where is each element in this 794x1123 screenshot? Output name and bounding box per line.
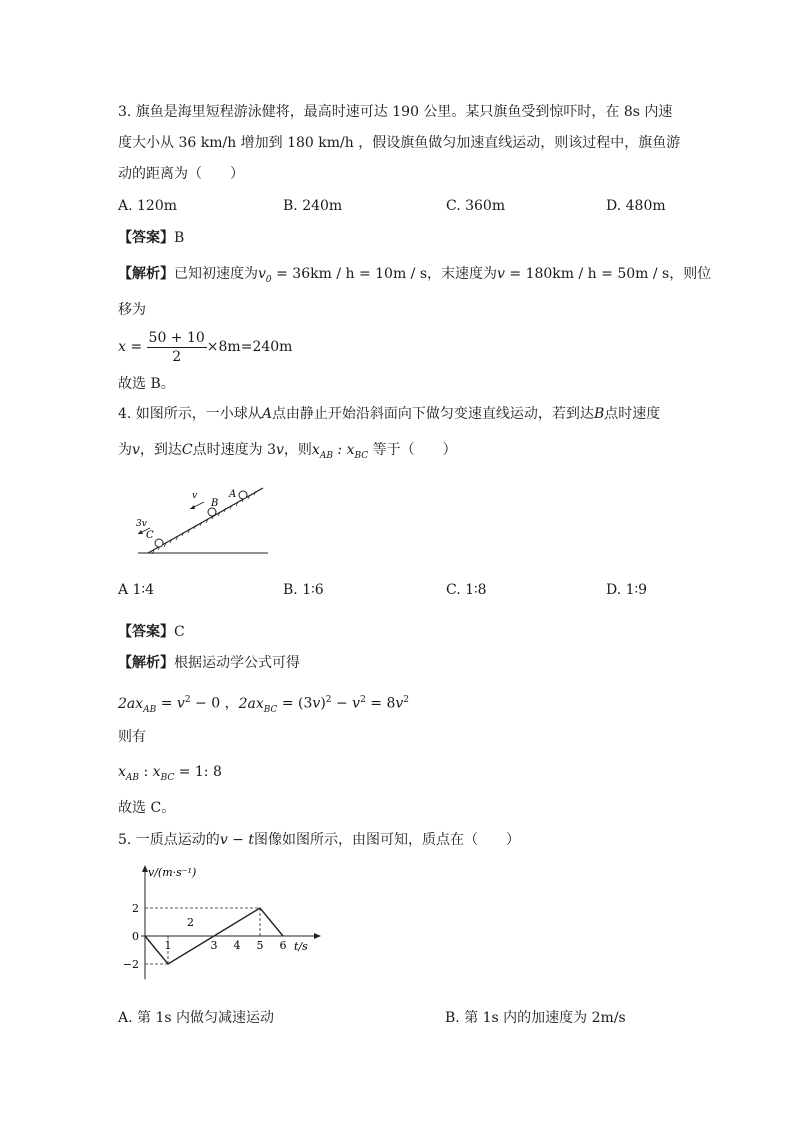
y-tick-label: −2 <box>122 958 139 971</box>
label-c: C <box>146 530 154 541</box>
y-tick-label: 0 <box>132 930 139 943</box>
q3-formula <box>118 328 292 366</box>
v0-equation: = 36km / h = 10m / s <box>276 266 428 282</box>
vt-chart <box>118 860 328 992</box>
x-tick-label: 6 <box>279 939 287 952</box>
q4-option-a: A 1∶4 <box>118 582 155 598</box>
q4-text: 为 <box>118 442 132 458</box>
q3-stem-line3: 动的距离为（ ） <box>118 166 244 182</box>
q3-conclusion: 故选 B。 <box>118 376 175 392</box>
q4-equation-2: $x_{AB}$ : $x_{BC} = 1$: 8 <box>118 764 222 783</box>
q4-option-d: D. 1∶9 <box>606 582 648 598</box>
q3-analysis-line1 <box>118 264 711 290</box>
v-symbol: v <box>132 442 140 458</box>
q4-text: ，则 <box>283 442 312 458</box>
ball-b <box>208 508 216 516</box>
q4-text: 点时速度 <box>604 406 661 422</box>
q4-conclusion: 故选 C。 <box>118 800 176 816</box>
analysis-label: 【解析】 <box>118 266 174 282</box>
incline-diagram <box>128 478 278 560</box>
point-a: A <box>261 406 272 422</box>
ratio-result: = 1: 8 <box>178 764 222 780</box>
q4-text: 点时速度为 3 <box>192 442 276 458</box>
q3-answer <box>118 228 184 248</box>
answer-label: 【答案】 <box>118 230 174 246</box>
q4-text: 4. 如图所示，一小球从 <box>118 406 262 422</box>
q4-option-c: C. 1∶8 <box>446 582 487 598</box>
label-b: B <box>211 498 219 509</box>
fraction-denominator: 2 <box>172 348 182 365</box>
q3-stem-line1: 3. 旗鱼是海里短程游泳健将，最高时速可达 190 公里。某只旗鱼受到惊吓时，在 8s 内速 <box>118 104 673 120</box>
analysis-label: 【解析】 <box>118 655 174 671</box>
q4-option-b: B. 1∶6 <box>283 582 324 598</box>
point-b: B <box>593 406 605 422</box>
q5-option-a: A. 第 1s 内做匀减速运动 <box>118 1010 275 1026</box>
v-symbol: v <box>276 442 284 458</box>
q4-then: 则有 <box>118 729 146 745</box>
q3-stem-line2: 度大小从 36 km/h 增加到 180 km/h ，假设旗鱼做匀加速直线运动，则该过程中，旗鱼游 <box>118 135 681 151</box>
q3-option-d: D. 480m <box>606 198 666 214</box>
q4-stem-line2 <box>118 440 457 466</box>
answer-label: 【答案】 <box>118 624 174 640</box>
y-tick-label: 2 <box>132 902 139 915</box>
arrow-v-head <box>190 505 195 509</box>
q3-option-b: B. 240m <box>283 198 343 214</box>
label-a: A <box>229 489 237 500</box>
ball-a <box>239 491 247 499</box>
y-axis-label: v/(m·s⁻¹) <box>148 866 197 879</box>
answer-value: B <box>174 230 185 246</box>
ratio-expression: $x_{AB}$ : $x_{BC}$ <box>311 442 369 461</box>
chart-annotation: 2 <box>187 916 194 929</box>
x-tick-label: 1 <box>164 939 172 952</box>
x-axis-label: t/s <box>294 940 308 953</box>
label-3v: 3v <box>136 519 147 529</box>
analysis-tail: ，则位 <box>669 266 712 282</box>
q5-option-b: B. 第 1s 内的加速度为 2m/s <box>445 1010 626 1026</box>
vt-symbol: v − t <box>219 832 254 848</box>
fraction-numerator: 50 + 10 <box>148 329 205 346</box>
q3-option-a: A. 120m <box>118 198 178 214</box>
formula-fraction <box>147 329 207 366</box>
v-symbol: v <box>497 266 505 282</box>
ball-c <box>155 539 163 547</box>
q5-stem <box>118 830 520 850</box>
label-v: v <box>192 491 198 501</box>
x-tick-label: 4 <box>233 939 241 952</box>
q3-analysis-line2: 移为 <box>118 302 146 318</box>
x-tick-label: 3 <box>210 939 218 952</box>
q4-text: 点由静止开始沿斜面向下做匀变速直线运动，若到达 <box>271 406 594 422</box>
v0-symbol: $v_0$ <box>258 266 272 285</box>
analysis-text: 已知初速度为 <box>174 266 258 282</box>
q5-text: 图像如图所示，由图可知，质点在（ ） <box>253 832 520 848</box>
q5-text: 5. 一质点运动的 <box>118 832 220 848</box>
point-c: C <box>181 442 193 458</box>
answer-value: C <box>174 624 185 640</box>
q4-equation-1: $2ax_{AB} = v^2 - 0$ ，$2ax_{BC} = (3v)^2 - v^2 = 8v^2$ <box>118 695 410 715</box>
v-equation: = 180km / h = 50m / s <box>509 266 670 282</box>
formula-rhs: ×8m=240m <box>206 339 293 355</box>
q4-answer <box>118 622 185 642</box>
x-axis-arrow <box>314 933 321 939</box>
q4-analysis-line <box>118 653 300 673</box>
q4-text: ，到达 <box>139 442 182 458</box>
analysis-mid: ，末速度为 <box>427 266 498 282</box>
q4-text: 等于（ ） <box>372 442 457 458</box>
x-tick-label: 5 <box>256 939 264 952</box>
analysis-text: 根据运动学公式可得 <box>174 655 300 671</box>
q3-option-c: C. 360m <box>446 198 506 214</box>
formula-lhs: x = <box>118 339 143 355</box>
q4-stem-line1 <box>118 404 660 424</box>
